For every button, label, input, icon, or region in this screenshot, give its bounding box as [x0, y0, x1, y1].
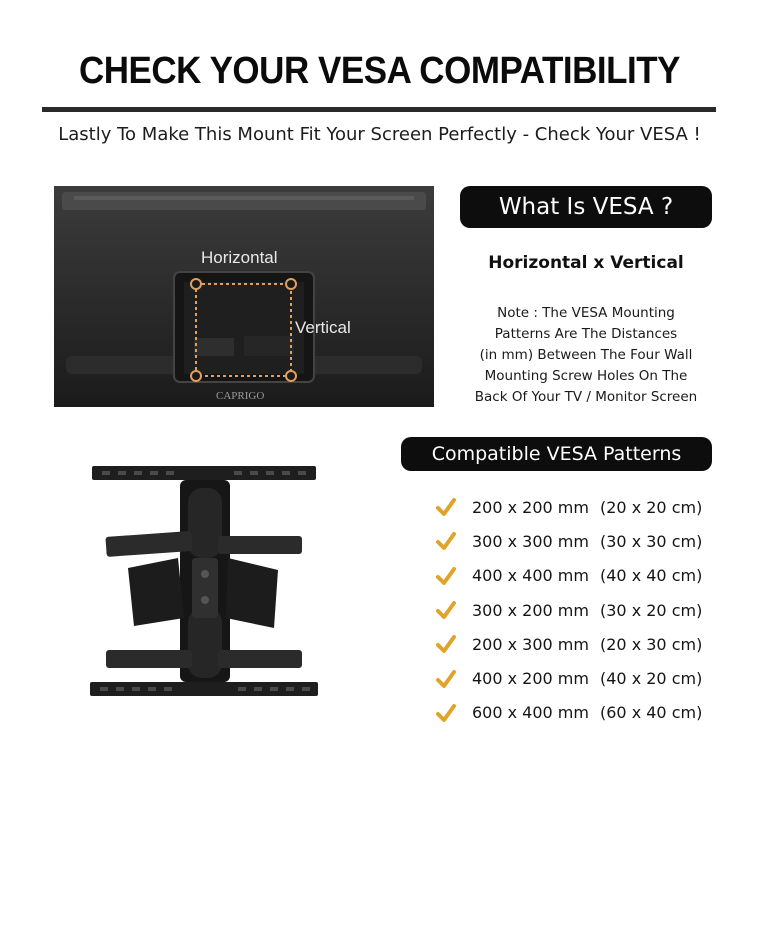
vesa-formula: Horizontal x Vertical	[488, 253, 684, 273]
page-subtitle: Lastly To Make This Mount Fit Your Screen Perfectly - Check Your VESA !	[58, 124, 701, 145]
check-icon	[436, 669, 456, 689]
pattern-cm: (40 x 40 cm)	[600, 566, 703, 586]
pattern-cm: (40 x 20 cm)	[600, 669, 703, 689]
pattern-cm: (30 x 20 cm)	[600, 600, 703, 620]
vesa-pattern-list	[436, 490, 736, 730]
pattern-mm: 200 x 200 mm	[472, 497, 589, 517]
vesa-note	[456, 303, 716, 408]
list-item	[436, 490, 736, 524]
tv-mount-image	[88, 458, 322, 702]
pattern-cm: (20 x 20 cm)	[600, 497, 703, 517]
horizontal-label: Horizontal	[201, 248, 278, 267]
pattern-mm: 300 x 300 mm	[472, 531, 589, 551]
pattern-mm: 400 x 400 mm	[472, 566, 589, 586]
pattern-mm: 300 x 200 mm	[472, 600, 589, 620]
check-icon	[436, 703, 456, 723]
pattern-cm: (30 x 30 cm)	[600, 531, 703, 551]
list-item	[436, 559, 736, 593]
pattern-cm: (20 x 30 cm)	[600, 634, 703, 654]
note-line: Mounting Screw Holes On The	[484, 368, 688, 384]
pattern-mm: 600 x 400 mm	[472, 703, 589, 723]
note-line: (in mm) Between The Four Wall	[479, 347, 693, 363]
list-item	[436, 524, 736, 558]
pattern-mm: 200 x 300 mm	[472, 634, 589, 654]
page-title: CHECK YOUR VESA COMPATIBILITY	[78, 50, 681, 92]
list-item	[436, 696, 736, 730]
note-line: Back Of Your TV / Monitor Screen	[474, 389, 698, 405]
check-icon	[436, 566, 456, 586]
title-divider	[42, 107, 716, 112]
note-line: Note : The VESA Mounting	[497, 305, 675, 321]
list-item	[436, 627, 736, 661]
brand-label: CAPRIGO	[216, 390, 265, 402]
list-item	[436, 593, 736, 627]
note-line: Patterns Are The Distances	[494, 326, 678, 342]
what-is-vesa-heading: What Is VESA ?	[460, 186, 712, 228]
tv-back-image	[54, 186, 434, 407]
list-item	[436, 661, 736, 695]
pattern-cm: (60 x 40 cm)	[600, 703, 703, 723]
check-icon	[436, 497, 456, 517]
check-icon	[436, 531, 456, 551]
compatible-patterns-heading: Compatible VESA Patterns	[401, 437, 712, 471]
check-icon	[436, 600, 456, 620]
check-icon	[436, 634, 456, 654]
pattern-mm: 400 x 200 mm	[472, 669, 589, 689]
vertical-label: Vertical	[295, 318, 351, 337]
